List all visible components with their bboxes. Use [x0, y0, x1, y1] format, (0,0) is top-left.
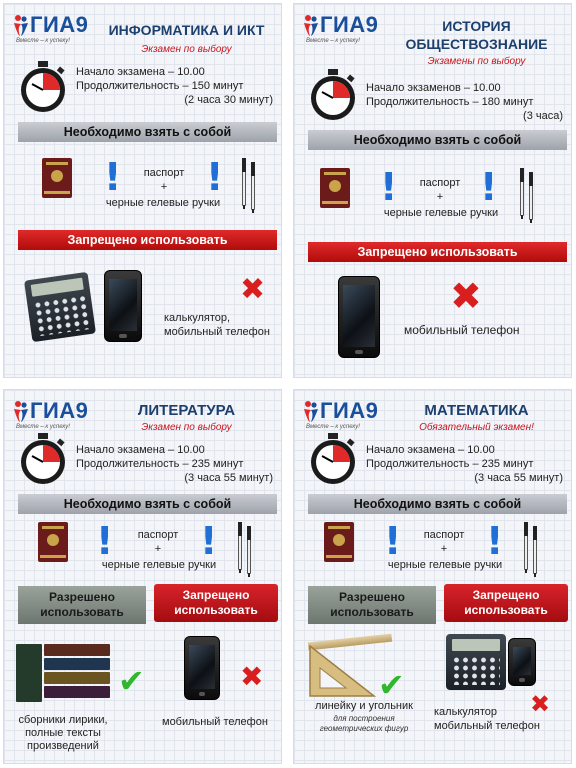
- logo-slogan: Вместе – к успеху!: [306, 424, 360, 430]
- pens-label: черные гелевые ручки: [383, 207, 499, 219]
- exam-duration: Продолжительность – 235 минут: [366, 458, 534, 470]
- subject-title-line2: ОБЩЕСТВОЗНАНИЕ: [405, 36, 548, 52]
- logo-wordmark: ГИА9: [30, 12, 89, 37]
- exam-duration-hours: (2 часа 30 минут): [184, 94, 273, 106]
- allowed-box: [308, 586, 436, 624]
- exam-type: Экзамен по выбору: [141, 44, 232, 55]
- stopwatch-icon: [16, 60, 70, 114]
- pen-icon: [533, 526, 537, 574]
- exclamation-icon: !: [104, 155, 122, 199]
- exam-duration-hours: (3 часа 55 минут): [474, 472, 563, 484]
- forbidden-items-line2: мобильный телефон: [434, 720, 540, 732]
- pen-icon: [242, 158, 246, 206]
- check-icon: ✔: [378, 666, 405, 704]
- exclamation-icon: !: [380, 165, 398, 209]
- allowed-label-line2: использовать: [330, 605, 414, 619]
- books-icon: [16, 644, 112, 706]
- forbidden-items: мобильный телефон: [404, 323, 520, 337]
- stopwatch-icon: [16, 432, 70, 486]
- passport-label: паспорт: [423, 529, 465, 541]
- subject-title: МАТЕМАТИКА: [424, 402, 529, 419]
- plus-sign: +: [154, 543, 162, 555]
- passport-icon: [320, 168, 350, 208]
- forbid-label-line1: Запрещено: [472, 588, 540, 602]
- pens-label: черные гелевые ручки: [387, 559, 503, 571]
- forbid-label-line2: использовать: [174, 603, 258, 617]
- logo-wordmark: ГИА9: [320, 398, 379, 423]
- phone-icon: [104, 270, 142, 342]
- allowed-label-line1: Разрешено: [339, 590, 405, 604]
- need-bar: Необходимо взять с собой: [18, 494, 277, 514]
- plus-sign: +: [436, 191, 444, 203]
- need-bar: Необходимо взять с собой: [18, 122, 277, 142]
- logo-slogan: Вместе – к успеху!: [306, 38, 360, 44]
- exam-duration-hours: (3 часа): [523, 110, 563, 122]
- logo-wordmark: ГИА9: [320, 12, 379, 37]
- forbid-bar: Запрещено использовать: [18, 230, 277, 250]
- check-icon: ✔: [118, 662, 145, 700]
- triangle-ruler-icon: [308, 642, 378, 698]
- allowed-box: [18, 586, 146, 624]
- need-bar: Необходимо взять с собой: [308, 130, 567, 150]
- exam-duration-hours: (3 часа 55 минут): [184, 472, 273, 484]
- subject-title: ИНФОРМАТИКА И ИКТ: [108, 22, 265, 38]
- forbid-label-line1: Запрещено: [182, 588, 250, 602]
- logo-figure-icon: [12, 14, 30, 38]
- pens-label: черные гелевые ручки: [105, 197, 221, 209]
- phone-icon: [508, 638, 536, 686]
- exam-start: Начало экзамена – 10.00: [76, 444, 205, 456]
- exam-start: Начало экзаменов – 10.00: [366, 82, 501, 94]
- gia9-logo: [302, 12, 382, 48]
- subject-title-line1: ИСТОРИЯ: [442, 18, 511, 34]
- passport-icon: [42, 158, 72, 198]
- pen-icon: [247, 526, 251, 574]
- exam-card-math: [293, 389, 572, 764]
- allowed-items-line2: полные тексты: [25, 727, 101, 739]
- logo-figure-icon: [302, 14, 320, 38]
- allowed-items-line1: сборники лирики,: [18, 714, 108, 726]
- passport-icon: [324, 522, 354, 562]
- exclamation-icon: !: [206, 155, 224, 199]
- forbidden-items-line2: мобильный телефон: [164, 326, 270, 338]
- forbid-box: [154, 584, 278, 622]
- exam-type: Экзамены по выбору: [427, 56, 526, 67]
- stopwatch-icon: [306, 68, 360, 122]
- forbid-box: [444, 584, 568, 622]
- pen-icon: [529, 172, 533, 220]
- forbidden-items-line1: калькулятор: [434, 706, 498, 718]
- forbid-label-line2: использовать: [464, 603, 548, 617]
- exam-card-informatics: [3, 3, 282, 378]
- allowed-items-line3: произведений: [27, 740, 99, 752]
- passport-label: паспорт: [419, 177, 461, 189]
- passport-label: паспорт: [137, 529, 179, 541]
- exclamation-icon: !: [486, 519, 504, 563]
- passport-icon: [38, 522, 68, 562]
- exam-start: Начало экзамена – 10.00: [366, 444, 495, 456]
- plus-sign: +: [160, 181, 168, 193]
- exam-duration: Продолжительность – 150 минут: [76, 80, 244, 92]
- logo-slogan: Вместе – к успеху!: [16, 38, 70, 44]
- gia9-logo: [12, 398, 92, 434]
- plus-sign: +: [440, 543, 448, 555]
- exam-card-history: [293, 3, 572, 378]
- exam-duration: Продолжительность – 180 минут: [366, 96, 534, 108]
- allowed-items-purpose-line2: геометрических фигур: [319, 724, 409, 733]
- cross-icon: ✖: [240, 660, 264, 693]
- logo-figure-icon: [12, 400, 30, 424]
- calculator-icon: [24, 272, 96, 342]
- gia9-logo: [302, 398, 382, 434]
- cross-icon: ✖: [530, 690, 551, 718]
- allowed-items-purpose-line1: для построения: [333, 714, 395, 723]
- passport-label: паспорт: [143, 167, 185, 179]
- cross-icon: ✖: [450, 274, 482, 318]
- exclamation-icon: !: [480, 165, 498, 209]
- exam-type: Экзамен по выбору: [141, 422, 232, 433]
- pens-label: черные гелевые ручки: [101, 559, 217, 571]
- allowed-label-line2: использовать: [40, 605, 124, 619]
- phone-icon: [184, 636, 220, 700]
- logo-figure-icon: [302, 400, 320, 424]
- logo-wordmark: ГИА9: [30, 398, 89, 423]
- pen-icon: [238, 522, 242, 570]
- pen-icon: [524, 522, 528, 570]
- exam-duration: Продолжительность – 235 минут: [76, 458, 244, 470]
- exam-start: Начало экзамена – 10.00: [76, 66, 205, 78]
- pen-icon: [251, 162, 255, 210]
- exclamation-icon: !: [200, 519, 218, 563]
- subject-title: ЛИТЕРАТУРА: [137, 402, 236, 419]
- stopwatch-icon: [306, 432, 360, 486]
- exam-card-literature: [3, 389, 282, 764]
- calculator-icon: [446, 634, 506, 690]
- forbidden-items-line1: калькулятор,: [164, 312, 231, 324]
- logo-slogan: Вместе – к успеху!: [16, 424, 70, 430]
- allowed-label-line1: Разрешено: [49, 590, 115, 604]
- need-bar: Необходимо взять с собой: [308, 494, 567, 514]
- pen-icon: [520, 168, 524, 216]
- cross-icon: ✖: [240, 272, 266, 307]
- forbid-bar: Запрещено использовать: [308, 242, 567, 262]
- allowed-items-line1: линейку и угольник: [315, 700, 413, 712]
- phone-icon: [338, 276, 380, 358]
- exam-type: Обязательный экзамен!: [419, 422, 534, 433]
- exclamation-icon: !: [384, 519, 402, 563]
- gia9-logo: [12, 12, 92, 48]
- exclamation-icon: !: [96, 519, 114, 563]
- forbidden-items: мобильный телефон: [162, 716, 268, 728]
